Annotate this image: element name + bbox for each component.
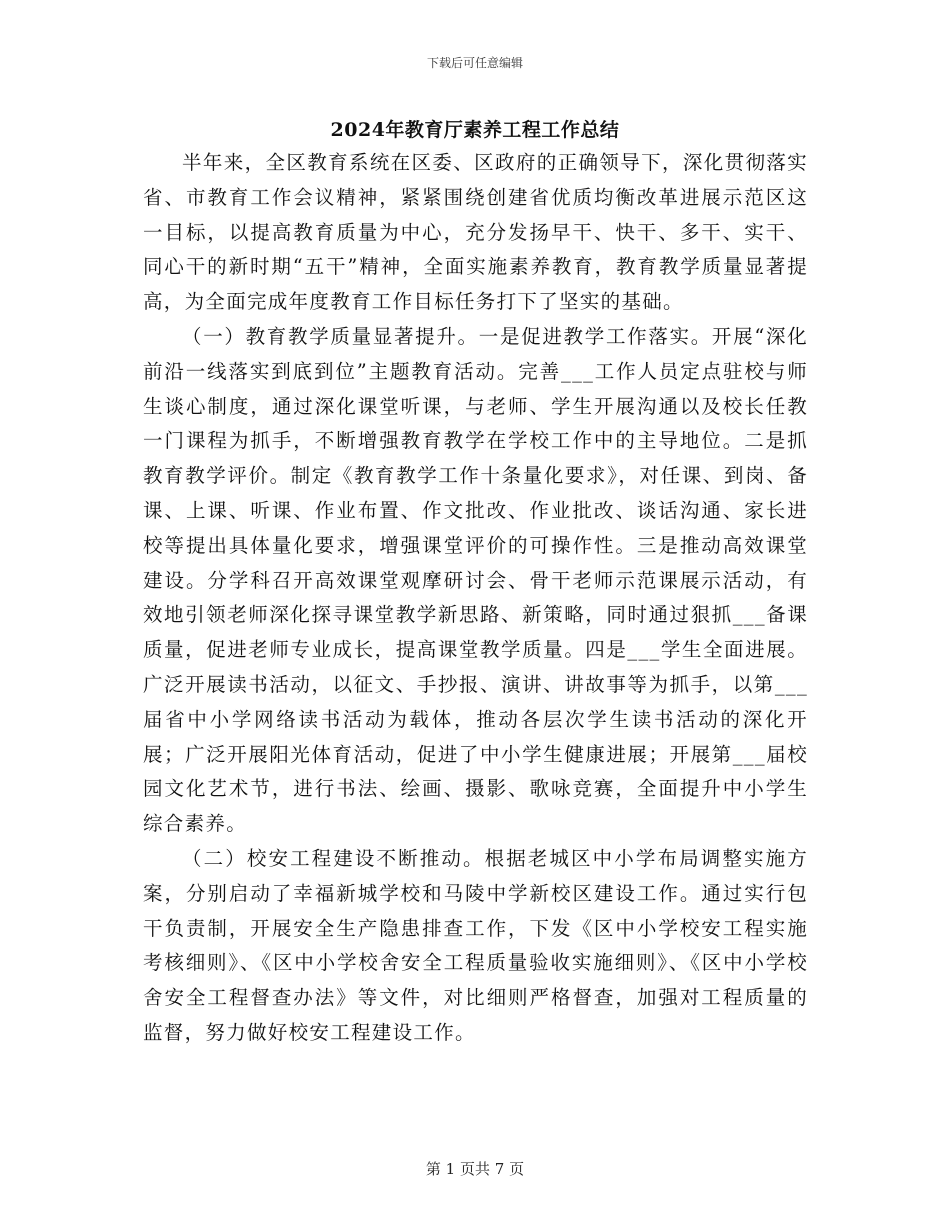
- paragraph-section-2: （二）校安工程建设不断推动。根据老城区中小学布局调整实施方案，分别启动了幸福新城学校和马陵中学新校区建设工作。通过实行包干负责制，开展安全生产隐患排查工作，下发《区中小学校安工程实施考核细则》、《区中小学校舍安全工程质量验收实施细则》、《区中小学校舍安全工程督查办法》等文件，对比细则严格督查，加强对工程质量的监督，努力做好校安工程建设工作。: [143, 846, 808, 1044]
- paragraph-section-1: （一）教育教学质量显著提升。一是促进教学工作落实。开展“深化前沿一线落实到底到位”主题教育活动。完善___工作人员定点驻校与师生谈心制度，通过深化课堂听课，与老师、学生开展沟通以及校长任教一门课程为抓手，不断增强教育教学在学校工作中的主导地位。二是抓教育教学评价。制定《教育教学工作十条量化要求》，对任课、到岗、备课、上课、听课、作业布置、作文批改、作业批改、谈话沟通、家长进校等提出具体量化要求，增强课堂评价的可操作性。三是推动高效课堂建设。分学科召开高效课堂观摩研讨会、骨干老师示范课展示活动，有效地引领老师深化探寻课堂教学新思路、新策略，同时通过狠抓___备课质量，促进老师专业成长，提高课堂教学质量。四是___学生全面进展。广泛开展读书活动，以征文、手抄报、演讲、讲故事等为抓手，以第___届省中小学网络读书活动为载体，推动各层次学生读书活动的深化开展；广泛开展阳光体育活动，促进了中小学生健康进展；开展第___届校园文化艺术节，进行书法、绘画、摄影、歌咏竞赛，全面提升中小学生综合素养。: [143, 324, 808, 836]
- page-header-note: 下载后可任意编辑: [426, 56, 523, 70]
- paragraph-intro: 半年来，全区教育系统在区委、区政府的正确领导下，深化贯彻落实省、市教育工作会议精神，紧紧围绕创建省优质均衡改革进展示范区这一目标，以提高教育质量为中心，充分发扬早干、快干、多干、实干、同心干的新时期“五干”精神，全面实施素养教育，教育教学质量显著提高，为全面完成年度教育工作目标任务打下了坚实的基础。: [143, 151, 808, 314]
- page-number: 第 1 页共 7 页: [425, 1160, 525, 1178]
- document-title: 2024年教育厅素养工程工作总结: [330, 119, 620, 141]
- document-body: [143, 146, 808, 1051]
